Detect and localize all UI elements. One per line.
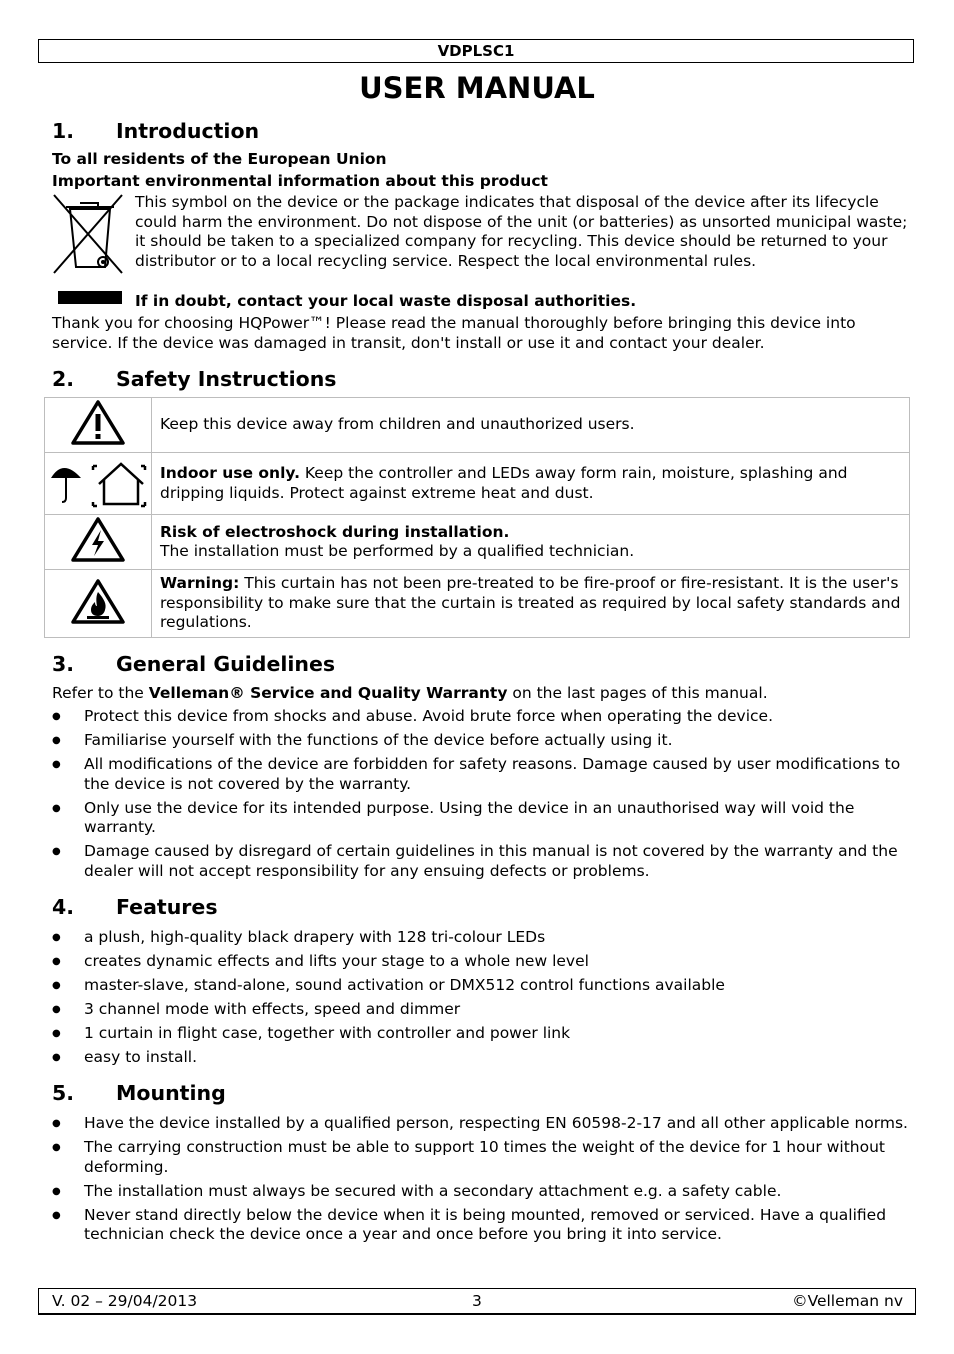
list-item: ● The carrying construction must be able to support 10 times the weight of the device for 1 hour without deforming.: [52, 1138, 912, 1177]
weee-bin-icon: [52, 193, 124, 305]
list-item: ● Never stand directly below the device when it is being mounted, removed or serviced. Have a qualified technician check the device once a year and once before you bring it into service.: [52, 1206, 912, 1245]
safety-text: Indoor use only. Keep the controller and LEDs away form rain, moisture, splashing and dripping liquids. Protect against extreme heat and dust.: [152, 453, 910, 515]
thanks-paragraph: Thank you for choosing HQPower™! Please read the manual thoroughly before bringing this device into service. If the device was damaged in transit, don't install or use it and contact your dealer.: [52, 314, 856, 352]
list-item: ● 1 curtain in flight case, together with controller and power link: [52, 1024, 912, 1044]
list-item: ● All modifications of the device are forbidden for safety reasons. Damage caused by user modifications to the device is not covered by the warranty.: [52, 755, 912, 794]
mounting-list: [52, 1114, 912, 1245]
electroshock-icon: [70, 515, 126, 563]
section-heading: 1. Introduction: [52, 119, 260, 143]
list-item: ● easy to install.: [52, 1048, 912, 1068]
weee-text: This symbol on the device or the package indicates that disposal of the device after its lifecycle could harm the environment. Do not dispose of the unit (or batteries) as unsorted municipal waste; it should be taken to a specialized company for recycling. This device should be returned to your distributor or to a local recycling service. Respect the local environmental rules.: [135, 193, 908, 270]
eu-residents-heading: To all residents of the European Union: [52, 150, 387, 168]
list-item: ● Only use the device for its intended purpose. Using the device in an unauthorised way will void the warranty.: [52, 799, 912, 838]
list-item: ● The installation must always be secured with a secondary attachment e.g. a safety cable.: [52, 1182, 912, 1202]
safety-row: [45, 398, 910, 453]
safety-row: [45, 570, 910, 638]
warranty-reference: Refer to the Velleman® Service and Quality Warranty on the last pages of this manual.: [52, 684, 768, 702]
guidelines-list: [52, 707, 912, 881]
section-heading: 5. Mounting: [52, 1081, 226, 1105]
list-item: ● 3 channel mode with effects, speed and dimmer: [52, 1000, 912, 1020]
header-model: VDPLSC1: [38, 39, 914, 63]
environment-heading: Important environmental information about this product: [52, 172, 548, 190]
fire-icon: [70, 577, 126, 625]
indoor-use-icon: [47, 454, 149, 508]
list-item: ● master-slave, stand-alone, sound activation or DMX512 control functions available: [52, 976, 912, 996]
features-list: [52, 928, 912, 1068]
safety-row: [45, 515, 910, 570]
footer-page-number: 3: [472, 1292, 482, 1310]
section-heading: 4. Features: [52, 895, 218, 919]
section-heading: 2. Safety Instructions: [52, 367, 337, 391]
list-item: ● creates dynamic effects and lifts your stage to a whole new level: [52, 952, 912, 972]
page-title: USER MANUAL: [359, 71, 595, 105]
section-heading: 3. General Guidelines: [52, 652, 336, 676]
list-item: ● Damage caused by disregard of certain guidelines in this manual is not covered by the warranty and the dealer will not accept responsibility for any ensuing defects or problems.: [52, 842, 912, 881]
list-item: ● Protect this device from shocks and abuse. Avoid brute force when operating the device.: [52, 707, 912, 727]
disposal-authorities-text: If in doubt, contact your local waste disposal authorities.: [135, 292, 637, 310]
footer-version: V. 02 – 29/04/2013: [52, 1292, 198, 1310]
safety-table: [44, 397, 910, 638]
safety-row: [45, 453, 910, 515]
list-item: ● a plush, high-quality black drapery with 128 tri-colour LEDs: [52, 928, 912, 948]
footer-copyright: ©Velleman nv: [792, 1292, 903, 1310]
list-item: ● Have the device installed by a qualified person, respecting EN 60598-2-17 and all other applicable norms.: [52, 1114, 912, 1134]
list-item: ● Familiarise yourself with the functions of the device before actually using it.: [52, 731, 912, 751]
safety-text: Warning: This curtain has not been pre-treated to be fire-proof or fire-resistant. It is the user's responsibility to make sure that the curtain is treated as required by local safety standards and regulations.: [152, 570, 910, 638]
footer: [38, 1288, 916, 1315]
safety-text: Risk of electroshock during installation. The installation must be performed by a qualified technician.: [152, 515, 910, 570]
safety-text: Keep this device away from children and unauthorized users.: [152, 398, 910, 453]
warning-icon: [70, 398, 126, 446]
